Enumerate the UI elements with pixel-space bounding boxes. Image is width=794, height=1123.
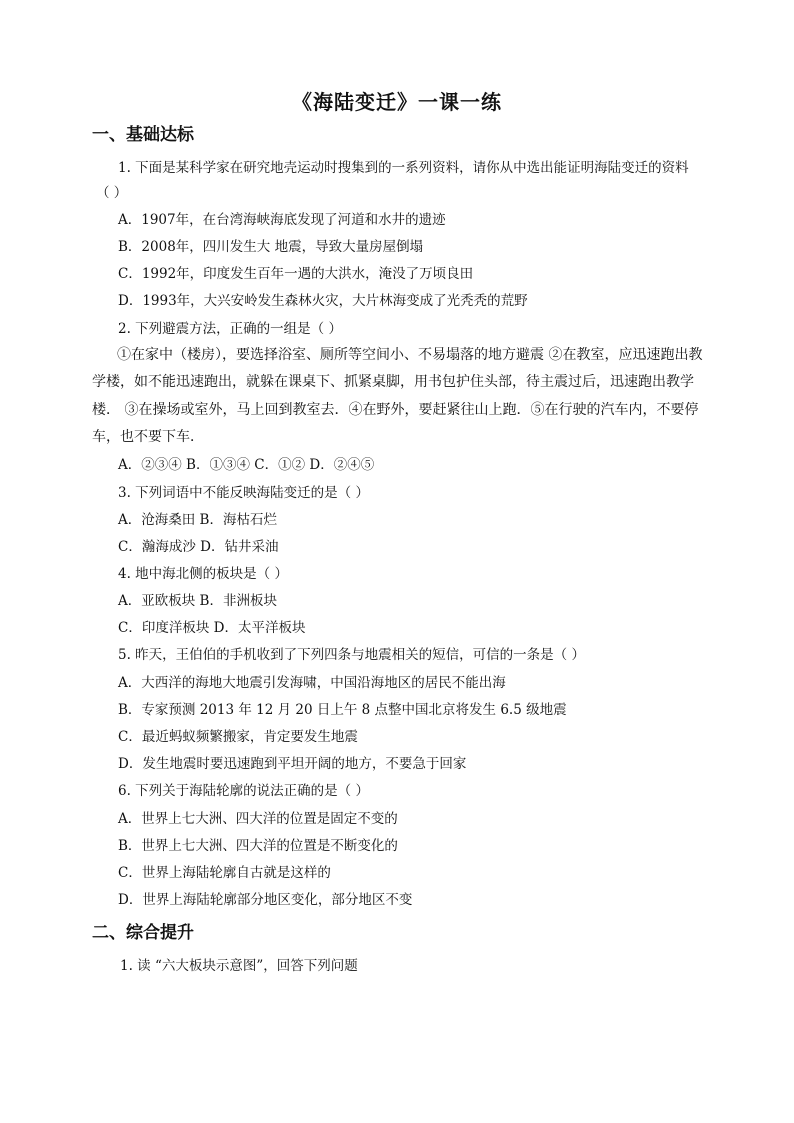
question-1-option-a: A．1907年，在台湾海峡海底发现了河道和水井的遗迹 [118,212,446,228]
question-5-option-d: D．发生地震时要迅速跑到平坦开阔的地方，不要急于回家 [118,756,467,772]
question-2-stem: 2. 下列避震方法，正确的一组是（ ） [118,321,342,337]
question-2-paragraph-line: 车，也不要下车． [92,429,204,445]
question-2-paragraph-line: 学楼，如不能迅速跑出，就躲在课桌下、抓紧桌脚，用书包护住头部，待主震过后，迅速跑出教学 [92,374,694,390]
page-title: 《海陆变迁》一课一练 [292,90,502,114]
question-4-stem: 4. 地中海北侧的板块是（ ） [118,566,288,582]
question-5-option-a: A．大西洋的海地大地震引发海啸，中国沿海地区的居民不能出海 [118,675,506,691]
question-4-options-row: C．印度洋板块 D．太平洋板块 [118,620,306,636]
question-3-options-row: C．瀚海成沙 D．钻井采油 [118,539,279,555]
question-1-option-b: B．2008年，四川发生大 地震，导致大量房屋倒塌 [118,239,424,255]
question-3-stem: 3. 下列词语中不能反映海陆变迁的是（ ） [118,485,369,501]
question-1-option-c: C．1992年，印度发生百年一遇的大洪水，淹没了万顷良田 [118,266,474,282]
question-6-option-a: A．世界上七大洲、四大洋的位置是固定不变的 [118,811,398,827]
section-heading-basic: 一、基础达标 [92,125,194,145]
question-6-option-c: C．世界上海陆轮廓自古就是这样的 [118,865,331,881]
question-5-stem: 5. 昨天，王伯伯的手机收到了下列四条与地震相关的短信，可信的一条是（ ） [118,647,585,663]
question-6-option-b: B．世界上七大洲、四大洋的位置是不断变化的 [118,838,398,854]
question-4-options-row: A．亚欧板块 B．非洲板块 [118,593,277,609]
question-6-stem: 6. 下列关于海陆轮廓的说法正确的是（ ） [118,783,369,799]
question-6-option-d: D．世界上海陆轮廓部分地区变化，部分地区不变 [118,892,413,908]
part2-question-1-stem: 1. 读 “六大板块示意图”，回答下列问题 [120,958,358,974]
question-2-paragraph-line: 楼． ③在操场或室外，马上回到教室去．④在野外，要赶紧往山上跑．⑤在行驶的汽车内，不要停 [92,402,699,418]
question-1-answer-blank: （ ） [96,185,128,201]
question-3-options-row: A．沧海桑田 B．海枯石烂 [118,512,277,528]
question-5-option-c: C．最近蚂蚁频繁搬家，肯定要发生地震 [118,729,358,745]
question-5-option-b: B．专家预测 2013 年 12 月 20 日上午 8 点整中国北京将发生 6.5 级地震 [118,702,567,718]
question-1-option-d: D．1993年，大兴安岭发生森林火灾，大片林海变成了光秃秃的荒野 [118,293,528,309]
question-2-options: A．②③④ B．①③④ C．①② D．②④⑤ [118,457,375,473]
question-1-stem: 1. 下面是某科学家在研究地壳运动时搜集到的一系列资料，请你从中选出能证明海陆变迁的资料 [118,160,689,176]
question-2-paragraph-line: ①在家中（楼房），要选择浴室、厕所等空间小、不易塌落的地方避震 ②在教室，应迅速跑出教 [117,347,703,363]
section-heading-advanced: 二、综合提升 [92,923,194,943]
